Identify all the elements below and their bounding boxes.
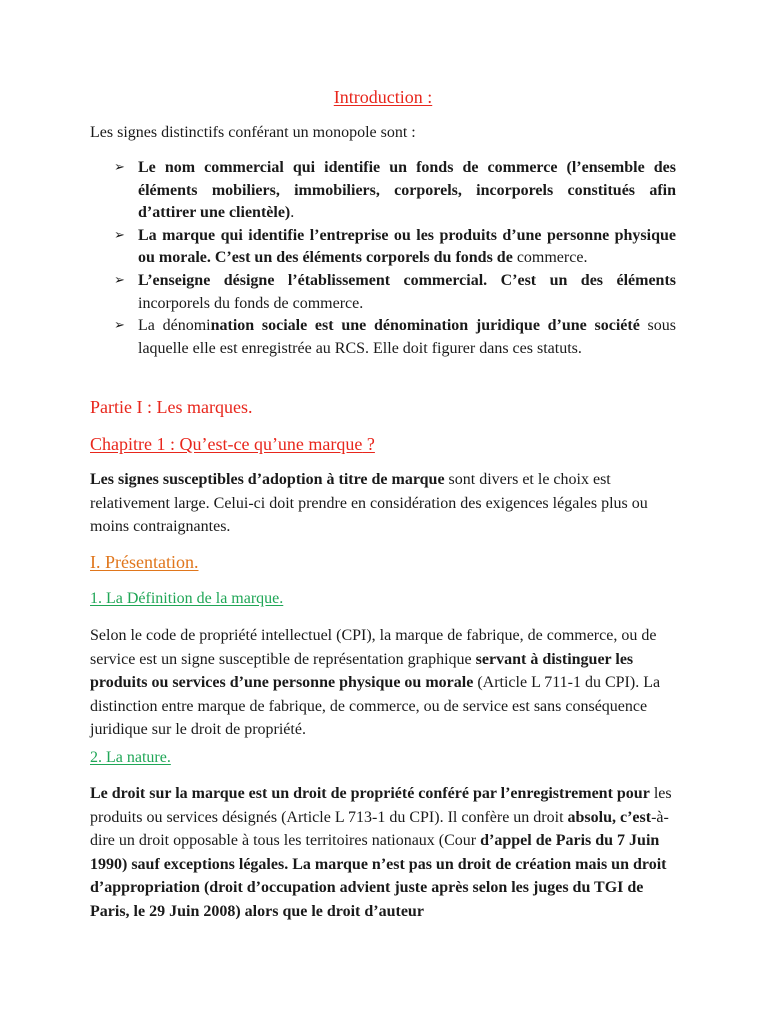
paragraph-text: (Article L 711-1 du CPI). La distinction entre marque de fabrique, de commerce, ou de service est sans conséquence juridique sur le droit de propriété. <box>90 674 661 738</box>
paragraph-bold: absolu, c’est <box>567 808 652 826</box>
paragraph-bold: d’appel de Paris du 7 Juin 1990) sauf exceptions légales. La marque n’est pas un droit de création mais un droit d’appropriation (droit d’occupation advient juste après selon les juges du TGI de Paris, le 29 Juin 2008) alors que le droit d’auteur <box>90 832 667 920</box>
subsection-definition-heading: 1. La Définition de la marque. <box>90 590 284 607</box>
list-item-bold: La marque qui identifie l’entreprise ou les produits d’une personne physique ou morale. C’est un des éléments corporels du fonds de <box>138 226 676 267</box>
paragraph-text: -à-dire un droit opposable à tous les territoires nationaux (Cour <box>90 808 669 849</box>
distinctive-signs-list <box>90 157 676 360</box>
list-item-text: La dénomi <box>138 317 211 335</box>
chapitre-title: Chapitre 1 : Qu’est-ce qu’une marque <box>90 434 363 454</box>
paragraph-text: Selon le code de propriété intellectuel (CPI), la marque de fabrique, de commerce, ou de service est un signe susceptible de représentation graphique <box>90 627 657 668</box>
paragraph-bold: Les signes susceptibles d’adoption à titre de marque <box>90 471 445 488</box>
paragraph-bold: servant à distinguer les produits ou services d’une personne physique ou morale <box>90 650 634 691</box>
intro-lead-text: Les signes distinctifs conférant un monopole sont : <box>90 124 416 141</box>
arrow-bullet-icon: ➢ <box>114 160 125 175</box>
chapitre-heading <box>90 434 375 455</box>
paragraph-bold: Le droit sur la marque est un droit de propriété conféré par l’enregistrement pour <box>90 785 650 802</box>
paragraph-signes <box>90 468 676 539</box>
partie-heading: Partie I : Les marques. <box>90 397 253 417</box>
subsection-nature-heading: 2. La nature. <box>90 749 171 766</box>
list-item <box>90 270 676 315</box>
arrow-bullet-icon: ➢ <box>114 318 125 334</box>
list-item-text: commerce. <box>512 249 588 267</box>
list-item-bold: L’enseigne désigne l’établissement commercial. C’est un des éléments <box>138 271 676 289</box>
list-item <box>90 157 676 225</box>
list-item-text: incorporels du fonds de commerce. <box>138 294 364 312</box>
list-item-text: sous laquelle elle est enregistrée au RCS. Elle doit figurer dans ces statuts. <box>138 317 676 357</box>
arrow-bullet-icon: ➢ <box>114 272 125 288</box>
paragraph-text: les produits ou services désignés (Article L 713-1 du CPI). Il confère un droit <box>90 785 672 826</box>
list-item <box>90 315 676 360</box>
arrow-bullet-icon: ➢ <box>114 227 125 243</box>
section-presentation-heading: I. Présentation. <box>90 552 199 572</box>
list-item-text: . <box>290 204 295 222</box>
chapitre-question-mark: ? <box>362 434 375 454</box>
list-item-bold: Le nom commercial qui identifie un fonds de commerce (l’ensemble des éléments mobiliers, immobiliers, corporels, incorporels constitués afin d’attirer une clientèle) <box>138 159 676 222</box>
list-item <box>90 225 676 270</box>
paragraph-nature <box>90 782 676 923</box>
list-item-bold: nation sociale est une dénomination juridique d’une société <box>210 317 640 335</box>
introduction-heading: Introduction : <box>333 87 433 107</box>
paragraph-definition <box>90 624 676 742</box>
paragraph-text: sont divers et le choix est relativement large. Celui-ci doit prendre en considération des exigences légales plus ou moins contraignantes. <box>90 471 648 535</box>
